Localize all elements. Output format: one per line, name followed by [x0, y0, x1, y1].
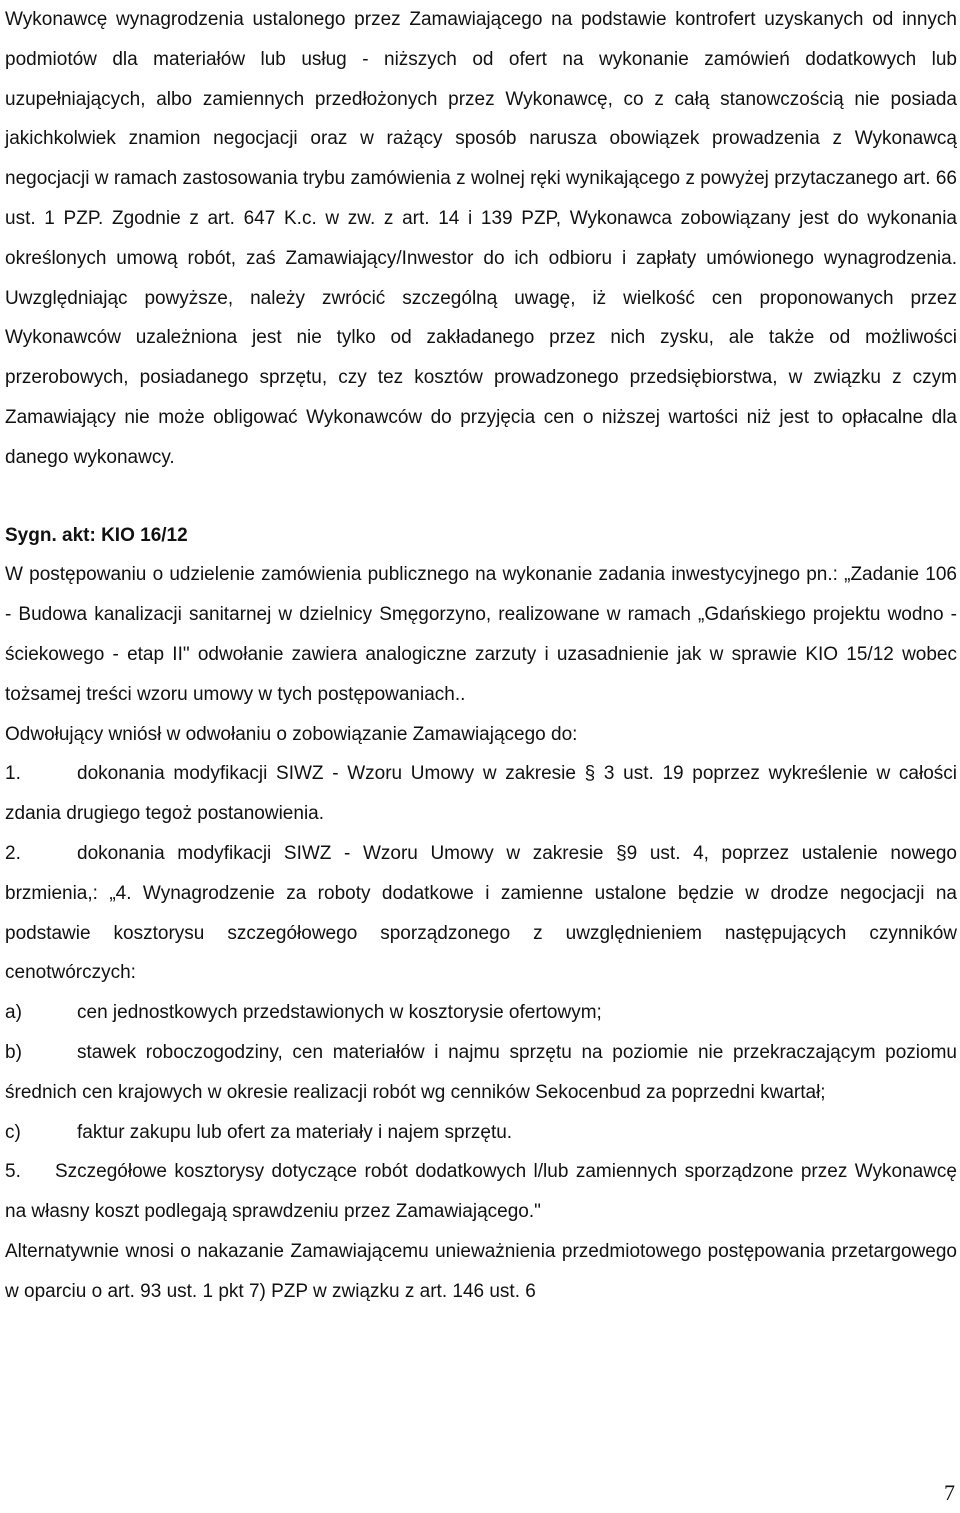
- list-item-text: dokonania modyfikacji SIWZ - Wzoru Umowy w zakresie §9 ust. 4, poprzez ustalenie nowego brzmienia,: „4. Wynagrodzenie za roboty dodatkowe i zamienne ustalone będzie w drodze negocjacji na podstawie kosztorysu szczegółowego sporządzonego z uwzględnieniem następujących czynników cenotwórczych:: [5, 842, 957, 984]
- list-item-b: [5, 1033, 957, 1113]
- paragraph-4: Alternatywnie wnosi o nakazanie Zamawiającemu unieważnienia przedmiotowego postępowania przetargowego w oparciu o art. 93 ust. 1 pkt 7) PZP w związku z art. 146 ust. 6: [5, 1240, 957, 1302]
- list-item-2: [5, 834, 957, 993]
- list-marker: c): [5, 1121, 21, 1143]
- list-item-1: [5, 754, 957, 834]
- list-item-5: [5, 1152, 957, 1232]
- paragraph-1: Wykonawcę wynagrodzenia ustalonego przez Zamawiającego na podstawie kontrofert uzyskanych od innych podmiotów dla materiałów lub usług - niższych od ofert na wykonanie zamówień dodatkowych lub uzupełniających, albo zamiennych przedłożonych przez Wykonawcę, co z całą stanowczością nie posiada jakichkolwiek znamion negocjacji oraz w rażący sposób narusza obowiązek prowadzenia z Wykonawcą negocjacji w ramach zastosowania trybu zamówienia z wolnej ręki wynikającego z powyżej przytaczanego art. 66 ust. 1 PZP. Zgodnie z art. 647 K.c. w zw. z art. 14 i 139 PZP, Wykonawca zobowiązany jest do wykonania określonych umową robót, zaś Zamawiający/Inwestor do ich odbioru i zapłaty umówionego wynagrodzenia. Uwzględniając powyższe, należy zwrócić szczególną uwagę, iż wielkość cen proponowanych przez Wykonawców uzależniona jest nie tylko od zakładanego przez nich zysku, ale także od możliwości przerobowych, posiadanego sprzętu, czy tez kosztów prowadzonego przedsiębiorstwa, w związku z czym Zamawiający nie może obligować Wykonawców do przyjęcia cen o niższej wartości niż jest to opłacalne dla danego wykonawcy.: [5, 9, 957, 468]
- list-marker: 1.: [5, 763, 21, 785]
- case-heading: Sygn. akt: KIO 16/12: [5, 524, 188, 546]
- document-page: [5, 0, 957, 1312]
- list-marker: 5.: [5, 1161, 21, 1183]
- list-marker: b): [5, 1041, 22, 1063]
- list-item-text: cen jednostkowych przedstawionych w kosztorysie ofertowym;: [77, 1002, 602, 1024]
- list-item-text: faktur zakupu lub ofert za materiały i najem sprzętu.: [77, 1121, 513, 1143]
- list-item-text: dokonania modyfikacji SIWZ - Wzoru Umowy w zakresie § 3 ust. 19 poprzez wykreślenie w całości zdania drugiego tegoż postanowienia.: [5, 763, 957, 825]
- list-item-text: Szczegółowe kosztorysy dotyczące robót dodatkowych l/lub zamiennych sporządzone przez Wykonawcę na własny koszt podlegają sprawdzeniu przez Zamawiającego.": [5, 1161, 957, 1223]
- paragraph-3: Odwołujący wniósł w odwołaniu o zobowiązanie Zamawiającego do:: [5, 723, 578, 745]
- list-marker: a): [5, 1002, 22, 1024]
- list-item-c: [5, 1113, 957, 1153]
- paragraph-2: W postępowaniu o udzielenie zamówienia publicznego na wykonanie zadania inwestycyjnego pn.: „Zadanie 106 - Budowa kanalizacji sanitarnej w dzielnicy Smęgorzyno, realizowane w ramach „Gdańskiego projektu wodno - ściekowego - etap II" odwołanie zawiera analogiczne zarzuty i uzasadnienie jak w sprawie KIO 15/12 wobec tożsamej treści wzoru umowy w tych postępowaniach..: [5, 564, 957, 705]
- page-number: 7: [944, 1480, 955, 1505]
- spacer: [5, 478, 957, 516]
- list-item-a: [5, 993, 957, 1033]
- list-item-text: stawek roboczogodziny, cen materiałów i najmu sprzętu na poziomie nie przekraczającym poziomu średnich cen krajowych w okresie realizacji robót wg cenników Sekocenbud za poprzedni kwartał;: [5, 1041, 957, 1103]
- list-marker: 2.: [5, 842, 21, 864]
